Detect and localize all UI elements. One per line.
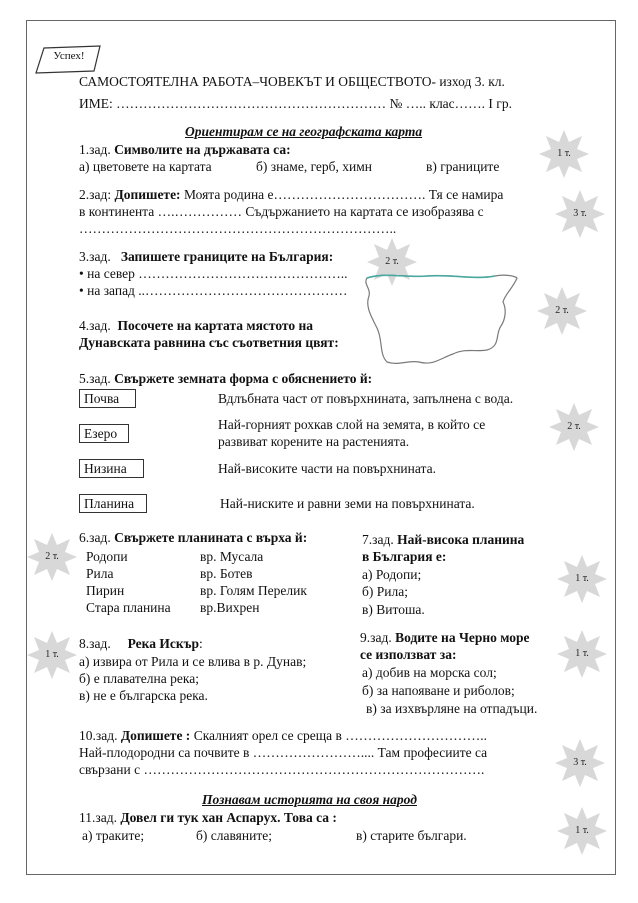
q9-heading-2: се използват за: <box>360 647 457 662</box>
q2-line1: 2.зад: Допишете: Моята родина е……………………………. Тя се намира <box>79 187 504 202</box>
def-highest[interactable]: Най-високите части на повърхнината. <box>218 461 436 476</box>
q10-line1: 10.зад. Допишете : Скалният орел се среща в ………………………….. <box>79 728 487 743</box>
q8-option-b[interactable]: б) е плавателна река; <box>79 671 199 686</box>
q7-heading-2: в България е: <box>362 549 447 564</box>
points-star-q6: 2 т. <box>26 531 78 583</box>
q3-west-line: • на запад ..……………………………………… <box>79 283 348 298</box>
points-star-q11: 1 т. <box>556 805 608 857</box>
q2-line2: в континента ….…………… Съдържанието на картата се изобразява с <box>79 204 484 219</box>
def-lowest[interactable]: Най-ниските и равни земи на повърхнината. <box>220 496 475 511</box>
q9-option-b[interactable]: б) за напояване и риболов; <box>362 683 515 698</box>
def-depression[interactable]: Вдлъбната част от повърхнината, запълнена с вода. <box>218 391 514 406</box>
q1-option-b: б) знаме, герб, химн <box>256 159 373 174</box>
q9-option-a[interactable]: а) добив на морска сол; <box>362 665 497 680</box>
section-title-geography: Ориентирам се на географската карта <box>185 124 423 139</box>
q1-heading: 1.зад. Символите на държавата са: <box>79 142 291 157</box>
mountain-pirin[interactable]: Пирин <box>86 583 125 598</box>
points-star-q10: 3 т. <box>554 737 606 789</box>
q10-line3: свързани с …………………………………………………………………. <box>79 762 485 777</box>
q3-heading: 3.зад. Запишете границите на България: <box>79 249 334 264</box>
peak-botev[interactable]: вр. Ботев <box>200 566 253 581</box>
term-mountain[interactable]: Планина <box>79 494 147 513</box>
mountain-rila[interactable]: Рила <box>86 566 114 581</box>
worksheet-title: САМОСТОЯТЕЛНА РАБОТА–ЧОВЕКЪТ И ОБЩЕСТВОТО- изход 3. кл. <box>79 74 505 89</box>
q4-line1: 4.зад. Посочете на картата мястото на <box>79 318 313 333</box>
term-soil[interactable]: Почва <box>79 389 136 408</box>
q7-option-c[interactable]: в) Витоша. <box>362 602 425 617</box>
q10-line2: Най-плодородни са почвите в …………………….... Там професиите са <box>79 745 488 760</box>
points-star-q7: 1 т. <box>556 553 608 605</box>
q3-north-line: • на север ……………………………………….. <box>79 266 348 281</box>
peak-golyam-perelik[interactable]: вр. Голям Перелик <box>200 583 307 598</box>
q11-option-b[interactable]: б) славяните; <box>196 828 272 843</box>
q2-line3: …………………………………………………………….. <box>79 221 397 236</box>
points-star-q2: 3 т. <box>554 188 606 240</box>
bulgaria-outline-map[interactable] <box>355 264 535 374</box>
q9-heading-1: 9.зад. Водите на Черно море <box>360 630 530 645</box>
q11-option-c[interactable]: в) старите българи. <box>356 828 467 843</box>
q9-option-c[interactable]: в) за изхвърляне на отпадъци. <box>366 701 538 716</box>
term-lake[interactable]: Езеро <box>79 424 129 443</box>
term-lowland[interactable]: Низина <box>79 459 144 478</box>
q8-option-c[interactable]: в) не е българска река. <box>79 688 208 703</box>
q11-option-a[interactable]: а) траките; <box>82 828 145 843</box>
peak-musala[interactable]: вр. Мусала <box>200 549 264 564</box>
points-star-q8: 1 т. <box>26 629 78 681</box>
q7-heading-1: 7.зад. Най-висока планина <box>362 532 525 547</box>
peak-vihren[interactable]: вр.Вихрен <box>200 600 260 615</box>
q6-heading: 6.зад. Свържете планината с върха й: <box>79 530 308 545</box>
name-line: ИМЕ: …………………………………………………… № ….. клас……. І гр. <box>79 96 512 111</box>
mountain-rhodopes[interactable]: Родопи <box>86 549 128 564</box>
points-star-q1: 1 т. <box>538 128 590 180</box>
def-topsoil-2[interactable]: развиват корените на растенията. <box>218 434 410 449</box>
q8-option-a[interactable]: а) извира от Рила и се влива в р. Дунав; <box>79 654 307 669</box>
mountain-stara-planina[interactable]: Стара планина <box>86 600 171 615</box>
section-title-history: Познавам историята на своя народ <box>202 792 417 807</box>
q1-option-c: в) границите <box>426 159 500 174</box>
q11-heading: 11.зад. Довел ги тук хан Аспарух. Това са : <box>79 810 337 825</box>
q4-line2: Дунавската равнина със съответния цвят: <box>79 335 339 350</box>
q1-option-a: а) цветовете на картата <box>79 159 212 174</box>
q8-heading: 8.зад. Река Искър: <box>79 636 203 651</box>
q7-option-a[interactable]: а) Родопи; <box>362 567 422 582</box>
points-star-map: 2 т. <box>536 285 588 337</box>
q5-heading: 5.зад. Свържете земната форма с обяснението й: <box>79 371 373 386</box>
points-star-q5: 2 т. <box>548 401 600 453</box>
points-star-q9: 1 т. <box>556 628 608 680</box>
def-topsoil-1[interactable]: Най-горният рохкав слой на земята, в който се <box>218 417 486 432</box>
q7-option-b[interactable]: б) Рила; <box>362 584 408 599</box>
success-badge: Успех! <box>34 44 104 78</box>
points-star-q3: 2 т. <box>366 236 418 288</box>
